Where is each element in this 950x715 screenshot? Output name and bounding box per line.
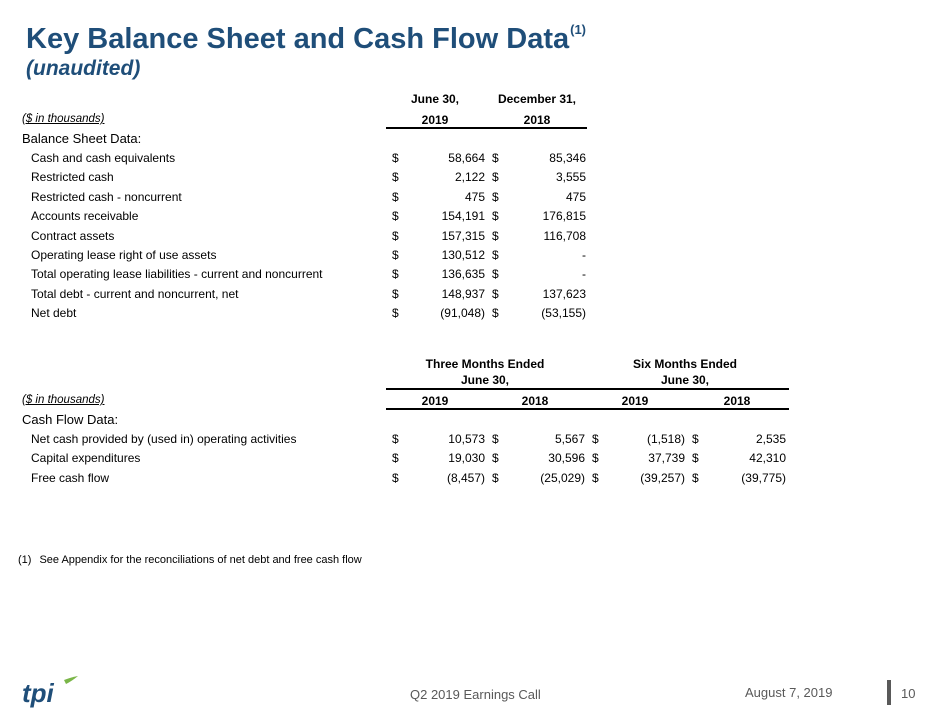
footnote-marker: (1) <box>18 554 32 566</box>
cf-row-dollar: $ <box>692 451 699 466</box>
balance-row-dollar: $ <box>492 170 499 185</box>
cf-col-year-4: 2018 <box>723 394 751 408</box>
cf-row-value: 30,596 <box>548 451 585 466</box>
balance-row-value-december: 475 <box>565 189 586 204</box>
page-subtitle: (unaudited) <box>26 57 141 80</box>
cf-group-six-months-date: June 30, <box>660 373 710 387</box>
cf-row-label: Free cash flow <box>31 470 110 485</box>
balance-row-dollar: $ <box>492 306 499 321</box>
balance-row-value-june: 148,937 <box>441 286 485 301</box>
balance-row-value-december: - <box>582 267 586 282</box>
balance-row-dollar: $ <box>492 228 499 243</box>
cf-row-value: (39,257) <box>640 470 685 485</box>
balance-row-dollar: $ <box>392 248 399 262</box>
balance-row-dollar: $ <box>392 286 399 301</box>
balance-row-dollar: $ <box>392 170 399 185</box>
cf-row-dollar: $ <box>592 451 599 466</box>
balance-row-label: Cash and cash equivalents <box>31 151 176 165</box>
cf-row-dollar: $ <box>492 470 499 485</box>
cf-group-three-months-date: June 30, <box>460 373 510 387</box>
cf-row-value: 2,535 <box>755 432 786 446</box>
balance-row-label: Accounts receivable <box>31 209 139 224</box>
balance-row-value-december: 116,708 <box>543 228 586 243</box>
balance-row-label: Total operating lease liabilities - current and noncurrent <box>31 267 323 282</box>
footer-divider <box>887 680 891 705</box>
balance-row-value-june: 58,664 <box>448 151 485 165</box>
cf-row-value: 42,310 <box>749 451 786 466</box>
balance-row-dollar: $ <box>492 189 499 204</box>
balance-col-header-december: December 31, <box>497 92 577 106</box>
cf-section-title: Cash Flow Data: <box>22 412 119 427</box>
footer-date: August 7, 2019 <box>745 685 833 700</box>
logo-leaf-icon <box>64 676 78 684</box>
cf-row-value: (39,775) <box>741 470 786 485</box>
balance-row-label: Restricted cash - noncurrent <box>31 189 182 204</box>
balance-row-dollar: $ <box>392 228 399 243</box>
cf-row-dollar: $ <box>392 432 399 446</box>
cf-row-value: (8,457) <box>446 470 485 485</box>
balance-row-value-june: 475 <box>464 189 485 204</box>
cf-col-year-3: 2019 <box>621 394 649 408</box>
balance-section-title: Balance Sheet Data: <box>22 131 142 146</box>
balance-row-dollar: $ <box>392 151 399 165</box>
balance-row-value-june: 157,315 <box>441 228 485 243</box>
balance-row-value-june: 136,635 <box>441 267 485 282</box>
balance-row-value-june: 154,191 <box>441 209 485 224</box>
title-text: Key Balance Sheet and Cash Flow Data <box>26 23 570 55</box>
cf-row-value: 19,030 <box>448 451 485 466</box>
footnote-text: See Appendix for the reconciliations of net debt and free cash flow <box>39 554 362 566</box>
balance-col-year-2: 2018 <box>523 113 551 127</box>
cf-row-value: 5,567 <box>554 432 585 446</box>
balance-row-label: Contract assets <box>31 228 115 243</box>
page-title <box>26 22 586 56</box>
footer-event: Q2 2019 Earnings Call <box>410 687 541 702</box>
balance-col-header-june: June 30, <box>410 92 460 106</box>
title-footnote-marker: (1) <box>570 22 587 37</box>
logo-text: tpi <box>22 678 54 708</box>
balance-col-year-1: 2019 <box>421 113 449 127</box>
balance-row-label: Total debt - current and noncurrent, net <box>31 286 239 301</box>
cf-row-value: (1,518) <box>646 432 685 446</box>
cf-row-dollar: $ <box>692 432 699 446</box>
cf-row-value: 37,739 <box>648 451 685 466</box>
page-number: 10 <box>901 686 916 701</box>
cf-row-dollar: $ <box>492 451 499 466</box>
tpi-logo <box>20 676 80 715</box>
cf-group-six-months: Six Months Ended <box>632 357 737 371</box>
balance-row-dollar: $ <box>492 267 499 282</box>
balance-row-dollar: $ <box>492 209 499 224</box>
cf-row-dollar: $ <box>592 470 599 485</box>
cf-row-dollar: $ <box>692 470 699 485</box>
cf-row-dollar: $ <box>392 451 399 466</box>
cf-row-value: (25,029) <box>540 470 585 485</box>
cf-row-dollar: $ <box>492 432 499 446</box>
cf-row-dollar: $ <box>592 432 599 446</box>
cf-group-three-months: Three Months Ended <box>425 357 545 371</box>
balance-row-dollar: $ <box>392 306 399 321</box>
cf-header-rule <box>386 408 789 410</box>
cf-row-value: 10,573 <box>448 432 485 446</box>
balance-row-dollar: $ <box>492 286 499 301</box>
footnote <box>18 554 362 566</box>
balance-row-dollar: $ <box>392 209 399 224</box>
cf-col-year-2: 2018 <box>521 394 549 408</box>
cf-row-label: Capital expenditures <box>31 451 141 466</box>
cf-units-label: ($ in thousands) <box>22 394 105 406</box>
cf-row-dollar: $ <box>392 470 399 485</box>
balance-row-value-june: 2,122 <box>454 170 485 185</box>
cf-row-label: Net cash provided by (used in) operating activities <box>31 432 297 446</box>
cf-group-rule <box>386 388 789 390</box>
balance-row-label: Restricted cash <box>31 170 114 185</box>
balance-row-value-june: 130,512 <box>441 248 485 262</box>
balance-header-rule <box>386 127 587 129</box>
balance-row-value-june: (91,048) <box>440 306 485 321</box>
balance-row-dollar: $ <box>492 151 499 165</box>
tpi-logo-mark <box>20 676 80 710</box>
balance-row-value-december: 85,346 <box>549 151 586 165</box>
balance-row-value-december: (53,155) <box>541 306 586 321</box>
balance-row-label: Net debt <box>31 306 77 321</box>
cf-col-year-1: 2019 <box>421 394 449 408</box>
balance-units-label: ($ in thousands) <box>22 113 105 125</box>
balance-row-value-december: - <box>582 248 586 262</box>
balance-row-label: Operating lease right of use assets <box>31 248 217 262</box>
balance-row-dollar: $ <box>392 189 399 204</box>
balance-row-dollar: $ <box>392 267 399 282</box>
balance-row-value-december: 137,623 <box>542 286 586 301</box>
balance-row-value-december: 3,555 <box>555 170 586 185</box>
balance-row-value-december: 176,815 <box>542 209 586 224</box>
balance-row-dollar: $ <box>492 248 499 262</box>
